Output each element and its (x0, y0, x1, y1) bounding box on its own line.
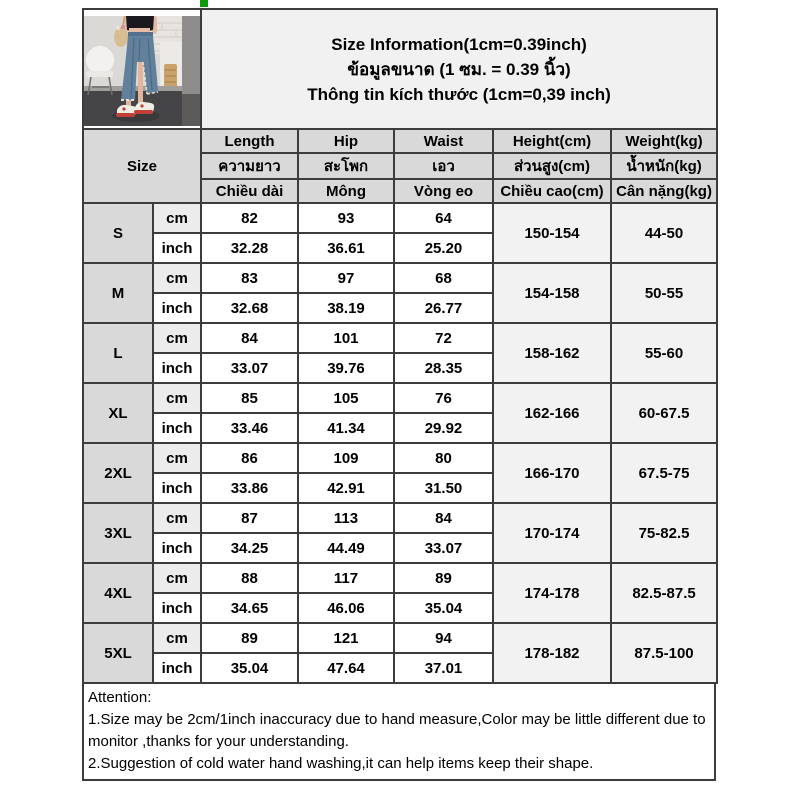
value-cell: 31.50 (394, 473, 493, 503)
size-table (82, 8, 718, 684)
size-label: 4XL (83, 563, 153, 623)
size-corner-header: Size (83, 129, 201, 203)
title-line-en: Size Information(1cm=0.39inch) (331, 34, 587, 54)
unit-cm: cm (153, 563, 201, 593)
unit-inch: inch (153, 353, 201, 383)
col-header-waist-th: เอว (394, 153, 493, 179)
unit-inch: inch (153, 533, 201, 563)
unit-inch: inch (153, 593, 201, 623)
value-cell: 101 (298, 323, 394, 353)
value-cell: 113 (298, 503, 394, 533)
value-cell: 87 (201, 503, 298, 533)
unit-cm: cm (153, 383, 201, 413)
value-cell: 82 (201, 203, 298, 233)
value-cell: 76 (394, 383, 493, 413)
unit-inch: inch (153, 293, 201, 323)
col-header-height-th: ส่วนสูง(cm) (493, 153, 611, 179)
weight-range-cell: 60-67.5 (611, 383, 717, 443)
size-label: M (83, 263, 153, 323)
value-cell: 32.68 (201, 293, 298, 323)
value-cell: 46.06 (298, 593, 394, 623)
unit-cm: cm (153, 443, 201, 473)
col-header-height-vi: Chiều cao(cm) (493, 179, 611, 203)
unit-cm: cm (153, 503, 201, 533)
col-header-waist-en: Waist (394, 129, 493, 153)
value-cell: 117 (298, 563, 394, 593)
weight-range-cell: 50-55 (611, 263, 717, 323)
value-cell: 41.34 (298, 413, 394, 443)
value-cell: 89 (394, 563, 493, 593)
value-cell: 121 (298, 623, 394, 653)
col-header-hip-vi: Mông (298, 179, 394, 203)
size-label: XL (83, 383, 153, 443)
banner-row (83, 9, 717, 129)
attention-line-2: 2.Suggestion of cold water hand washing,it can help items keep their shape. (88, 755, 594, 772)
value-cell: 39.76 (298, 353, 394, 383)
col-header-length-vi: Chiều dài (201, 179, 298, 203)
value-cell: 97 (298, 263, 394, 293)
value-cell: 34.65 (201, 593, 298, 623)
value-cell: 44.49 (298, 533, 394, 563)
unit-cm: cm (153, 623, 201, 653)
weight-range-cell: 67.5-75 (611, 443, 717, 503)
row-xl-cm (83, 383, 717, 413)
value-cell: 35.04 (394, 593, 493, 623)
row-s-cm (83, 203, 717, 233)
weight-range-cell: 82.5-87.5 (611, 563, 717, 623)
row-3xl-cm (83, 503, 717, 533)
value-cell: 26.77 (394, 293, 493, 323)
row-5xl-cm (83, 623, 717, 653)
value-cell: 36.61 (298, 233, 394, 263)
value-cell: 29.92 (394, 413, 493, 443)
size-label: L (83, 323, 153, 383)
size-label: 5XL (83, 623, 153, 683)
size-info-title (201, 9, 717, 129)
size-label: 2XL (83, 443, 153, 503)
height-range-cell: 150-154 (493, 203, 611, 263)
value-cell: 42.91 (298, 473, 394, 503)
value-cell: 35.04 (201, 653, 298, 683)
size-chart-sheet (82, 8, 716, 781)
col-header-length-th: ความยาว (201, 153, 298, 179)
row-l-cm (83, 323, 717, 353)
value-cell: 94 (394, 623, 493, 653)
weight-range-cell: 44-50 (611, 203, 717, 263)
col-header-waist-vi: Vòng eo (394, 179, 493, 203)
value-cell: 85 (201, 383, 298, 413)
col-header-weight-vi: Cân nặng(kg) (611, 179, 717, 203)
value-cell: 89 (201, 623, 298, 653)
value-cell: 34.25 (201, 533, 298, 563)
product-photo (84, 16, 201, 126)
row-2xl-cm (83, 443, 717, 473)
weight-range-cell: 87.5-100 (611, 623, 717, 683)
value-cell: 109 (298, 443, 394, 473)
col-header-length-en: Length (201, 129, 298, 153)
weight-range-cell: 55-60 (611, 323, 717, 383)
value-cell: 88 (201, 563, 298, 593)
unit-cm: cm (153, 323, 201, 353)
row-4xl-cm (83, 563, 717, 593)
value-cell: 84 (201, 323, 298, 353)
col-header-height-en: Height(cm) (493, 129, 611, 153)
value-cell: 33.46 (201, 413, 298, 443)
col-header-weight-en: Weight(kg) (611, 129, 717, 153)
value-cell: 33.86 (201, 473, 298, 503)
value-cell: 105 (298, 383, 394, 413)
value-cell: 25.20 (394, 233, 493, 263)
attention-note (82, 684, 716, 781)
value-cell: 33.07 (394, 533, 493, 563)
size-label: S (83, 203, 153, 263)
value-cell: 68 (394, 263, 493, 293)
col-header-hip-en: Hip (298, 129, 394, 153)
attention-heading: Attention: (88, 689, 152, 706)
unit-inch: inch (153, 653, 201, 683)
unit-cm: cm (153, 203, 201, 233)
value-cell: 72 (394, 323, 493, 353)
product-photo-cell (83, 9, 201, 129)
value-cell: 37.01 (394, 653, 493, 683)
unit-inch: inch (153, 233, 201, 263)
unit-inch: inch (153, 473, 201, 503)
unit-cm: cm (153, 263, 201, 293)
value-cell: 84 (394, 503, 493, 533)
green-corner-mark (200, 0, 208, 7)
value-cell: 93 (298, 203, 394, 233)
value-cell: 28.35 (394, 353, 493, 383)
header-row-en (83, 129, 717, 153)
value-cell: 38.19 (298, 293, 394, 323)
row-m-cm (83, 263, 717, 293)
value-cell: 83 (201, 263, 298, 293)
value-cell: 33.07 (201, 353, 298, 383)
title-line-th: ข้อมูลขนาด (1 ซม. = 0.39 นิ้ว) (347, 59, 571, 79)
col-header-hip-th: สะโพก (298, 153, 394, 179)
height-range-cell: 178-182 (493, 623, 611, 683)
value-cell: 86 (201, 443, 298, 473)
col-header-weight-th: น้ำหนัก(kg) (611, 153, 717, 179)
title-line-vi: Thông tin kích thước (1cm=0,39 inch) (307, 84, 611, 104)
value-cell: 80 (394, 443, 493, 473)
value-cell: 47.64 (298, 653, 394, 683)
attention-line-1: 1.Size may be 2cm/1inch inaccuracy due to hand measure,Color may be little different due to monitor ,thanks for your understanding. (88, 711, 706, 750)
height-range-cell: 162-166 (493, 383, 611, 443)
unit-inch: inch (153, 413, 201, 443)
height-range-cell: 174-178 (493, 563, 611, 623)
value-cell: 32.28 (201, 233, 298, 263)
height-range-cell: 158-162 (493, 323, 611, 383)
size-label: 3XL (83, 503, 153, 563)
value-cell: 64 (394, 203, 493, 233)
height-range-cell: 170-174 (493, 503, 611, 563)
height-range-cell: 166-170 (493, 443, 611, 503)
height-range-cell: 154-158 (493, 263, 611, 323)
weight-range-cell: 75-82.5 (611, 503, 717, 563)
